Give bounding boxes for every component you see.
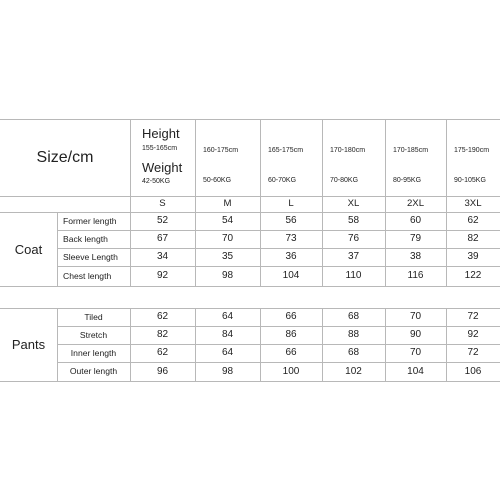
size-2xl: 2XL — [406, 198, 425, 210]
coat-cell: 104 — [282, 270, 300, 281]
pants-row-label: Outer length — [69, 366, 118, 377]
table-rule — [0, 381, 500, 382]
coat-cell: 98 — [221, 270, 234, 281]
pants-cell: 102 — [345, 365, 362, 377]
coat-cell: 92 — [156, 270, 169, 281]
height-range-3xl: 175-190cm — [454, 146, 490, 154]
pants-cell: 106 — [464, 365, 482, 377]
pants-cell: 64 — [221, 311, 234, 322]
pants-row-label: Inner length — [70, 347, 117, 358]
coat-cell: 34 — [156, 251, 169, 262]
coat-cell: 52 — [156, 215, 169, 226]
weight-range-s: 42-50KG — [142, 177, 171, 185]
height-label: Height — [142, 125, 180, 141]
size-l: L — [288, 198, 294, 210]
coat-cell: 37 — [347, 251, 360, 262]
coat-cell: 116 — [407, 270, 424, 281]
pants-cell: 82 — [156, 329, 169, 340]
pants-cell: 68 — [347, 347, 360, 358]
coat-cell: 36 — [285, 251, 297, 262]
pants-cell: 72 — [467, 347, 479, 358]
pants-cell: 70 — [409, 347, 422, 358]
pants-cell: 84 — [221, 329, 234, 340]
weight-label: Weight — [142, 159, 183, 175]
pants-cell: 62 — [156, 311, 169, 322]
pants-cell: 66 — [285, 311, 297, 322]
pants-cell: 90 — [409, 329, 422, 340]
coat-cell: 67 — [156, 233, 169, 244]
size-label: Size/cm — [36, 148, 94, 166]
table-rule — [0, 286, 500, 287]
pants-cell: 62 — [156, 347, 169, 358]
weight-range-m: 50-60KG — [203, 176, 232, 184]
weight-range-3xl: 90-105KG — [454, 176, 486, 184]
pants-cell: 88 — [347, 329, 360, 340]
height-range-s: 155-165cm — [142, 144, 178, 152]
weight-range-l: 60-70KG — [268, 176, 297, 184]
coat-cell: 110 — [345, 270, 362, 281]
coat-cell: 73 — [285, 233, 297, 244]
height-range-l: 165-175cm — [268, 146, 304, 154]
pants-cell: 70 — [409, 311, 422, 322]
coat-cell: 70 — [221, 233, 234, 244]
size-s: S — [159, 198, 166, 210]
coat-cell: 76 — [347, 233, 360, 244]
size-xl: XL — [347, 198, 360, 210]
coat-cell: 82 — [467, 233, 479, 244]
coat-cell: 54 — [221, 215, 234, 226]
pants-cell: 92 — [467, 329, 479, 340]
height-range-2xl: 170-185cm — [393, 146, 429, 154]
coat-cell: 79 — [409, 233, 422, 244]
coat-cell: 122 — [464, 270, 482, 281]
pants-cell: 66 — [285, 347, 297, 358]
coat-row-label: Former length — [63, 215, 117, 226]
pants-cell: 64 — [221, 347, 234, 358]
weight-range-2xl: 80-95KG — [393, 176, 422, 184]
pants-cell: 98 — [221, 365, 234, 377]
pants-cell: 72 — [467, 311, 479, 322]
weight-range-xl: 70-80KG — [330, 176, 359, 184]
coat-cell: 60 — [409, 215, 422, 226]
pants-cell: 86 — [285, 329, 297, 340]
coat-cell: 62 — [467, 215, 479, 226]
coat-row-label: Chest length — [63, 270, 112, 281]
coat-cell: 56 — [285, 215, 297, 226]
size-3xl: 3XL — [464, 198, 482, 210]
coat-row-label: Back length — [63, 233, 108, 244]
size-m: M — [223, 198, 232, 210]
height-range-xl: 170-180cm — [330, 146, 366, 154]
pants-row-label: Stretch — [79, 329, 108, 340]
coat-cell: 58 — [347, 215, 360, 226]
pants-row-label: Tiled — [84, 311, 103, 322]
section-label-coat: Coat — [14, 241, 43, 257]
pants-cell: 104 — [407, 365, 424, 377]
coat-cell: 35 — [221, 251, 234, 262]
coat-cell: 38 — [409, 251, 422, 262]
section-label-pants: Pants — [11, 337, 46, 352]
pants-cell: 68 — [347, 311, 360, 322]
coat-row-label: Sleeve Length — [63, 251, 118, 262]
height-range-m: 160-175cm — [203, 146, 239, 154]
coat-cell: 39 — [467, 251, 479, 262]
pants-cell: 100 — [282, 365, 300, 377]
pants-cell: 96 — [156, 365, 169, 377]
